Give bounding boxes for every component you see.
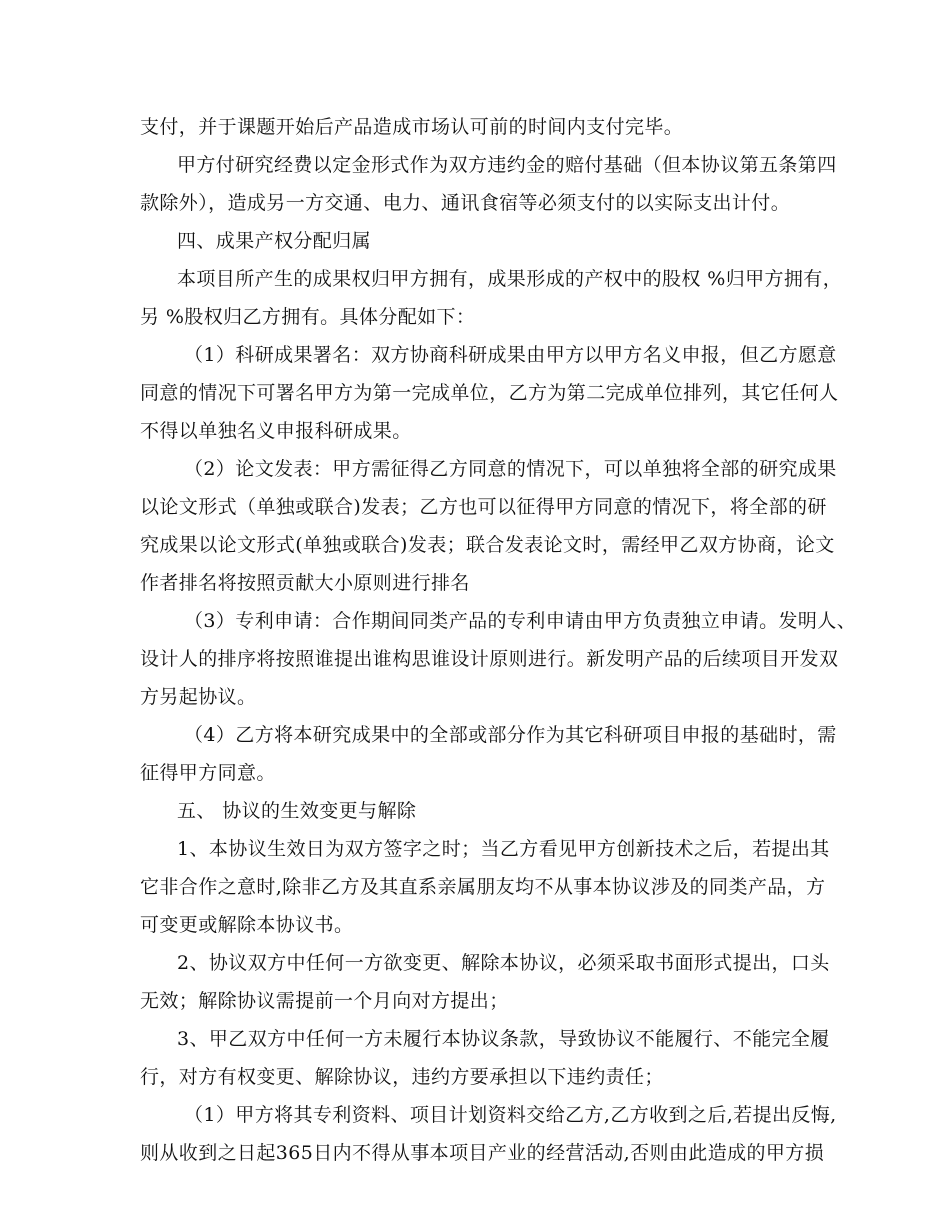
- text-line: 甲方付研究经费以定金形式作为双方违约金的赔付基础（但本协议第五条第四: [177, 154, 837, 176]
- text-line: 可变更或解除本协议书。: [140, 914, 354, 936]
- text-line: 1、本协议生效日为双方签字之时；当乙方看见甲方创新技术之后，若提出其: [177, 838, 830, 860]
- text-line: 方另起协议。: [140, 686, 257, 708]
- text-line: 支付，并于课题开始后产品造成市场认可前的时间内支付完毕。: [140, 116, 684, 138]
- text-line: 作者排名将按照贡献大小原则进行排名: [140, 572, 470, 594]
- text-line: 款除外），造成另一方交通、电力、通讯食宿等必须支付的以实际支出计付。: [140, 192, 791, 214]
- text-line: 行，对方有权变更、解除协议，违约方要承担以下违约责任；: [140, 1066, 664, 1088]
- text-line: 它非合作之意时,除非乙方及其直系亲属朋友均不从事本协议涉及的同类产品，方: [140, 876, 826, 898]
- text-line: 究成果以论文形式(单独或联合)发表；联合发表论文时，需经甲乙双方协商，论文: [140, 534, 835, 556]
- text-line: 2、协议双方中任何一方欲变更、解除本协议，必须采取书面形式提出，口头: [177, 952, 830, 974]
- section-heading: 四、成果产权分配归属: [177, 230, 372, 252]
- text-line: （1）甲方将其专利资料、项目计划资料交给乙方,乙方收到之后,若提出反悔,: [184, 1104, 837, 1126]
- text-line: 设计人的排序将按照谁提出谁构思谁设计原则进行。新发明产品的后续项目开发双: [140, 648, 839, 670]
- text-line: 不得以单独名义申报科研成果。: [140, 420, 412, 442]
- text-line: （3）专利申请：合作期间同类产品的专利申请由甲方负责独立申请。发明人、: [184, 610, 857, 632]
- text-line: 无效；解除协议需提前一个月向对方提出；: [140, 990, 509, 1012]
- text-line: 同意的情况下可署名甲方为第一完成单位，乙方为第二完成单位排列，其它任何人: [140, 382, 839, 404]
- text-line: 以论文形式（单独或联合)发表；乙方也可以征得甲方同意的情况下，将全部的研: [140, 496, 827, 518]
- text-line: （4）乙方将本研究成果中的全部或部分作为其它科研项目申报的基础时，需: [184, 724, 837, 746]
- text-line: 征得甲方同意。: [140, 762, 276, 784]
- text-line: 另 %股权归乙方拥有。具体分配如下：: [140, 306, 476, 328]
- text-line: 3、甲乙双方中任何一方未履行本协议条款，导致协议不能履行、不能完全履: [177, 1028, 830, 1050]
- text-line: 则从收到之日起365日内不得从事本项目产业的经营活动,否则由此造成的甲方损: [140, 1142, 825, 1164]
- text-line: （1）科研成果署名：双方协商科研成果由甲方以甲方名义申报，但乙方愿意: [184, 344, 837, 366]
- text-line: 本项目所产生的成果权归甲方拥有，成果形成的产权中的股权 %归甲方拥有，: [177, 268, 843, 290]
- section-heading: 五、 协议的生效变更与解除: [177, 800, 417, 822]
- text-line: （2）论文发表：甲方需征得乙方同意的情况下，可以单独将全部的研究成果: [184, 458, 837, 480]
